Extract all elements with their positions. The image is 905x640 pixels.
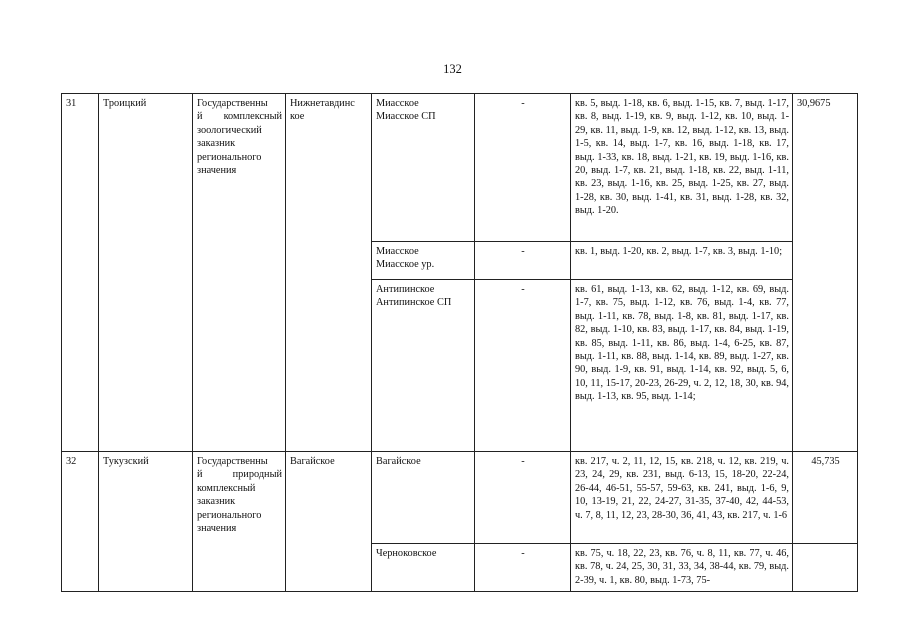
dash-cell: - — [475, 280, 571, 452]
quarters-cell: кв. 61, выд. 1-13, кв. 62, выд. 1-12, кв. 69, выд. 1-7, кв. 75, выд. 1-12, кв. 76, выд. 1-4, кв. 77, выд. 1-11, кв. 78, выд. 1-8, кв. 81, выд. 1-17, кв. 82, выд. 1-10, кв. 83, выд. 1-17, кв. 84, выд. 1-19, кв. 85, выд. 1-11, кв. 86, выд. 1-4, 6-25, кв. 87, выд. 1-11, кв. 88, выд. 1-14, кв. 89, выд. 1-27, кв. 90, выд. 1-9, кв. 91, выд. 1-14, кв. 92, выд. 5, 6, 10, 11, 15-17, 20-23, 26-29, ч. 2, 12, 18, 30, кв. 94, выд. 1-13, кв. 95, выд. 1-14; — [571, 280, 793, 452]
forestry-cell: Миасское Миасское СП — [372, 94, 475, 242]
settlement-cell: Вагайское — [286, 452, 372, 592]
area-cell: 30,9675 — [793, 94, 858, 452]
district-cell: Тукузский — [99, 452, 193, 592]
dash-cell: - — [475, 94, 571, 242]
reserve-name-cell: Государственны й комплексный зоологический заказник регионального значения — [193, 94, 286, 452]
page-number: 132 — [443, 62, 462, 76]
forestry-cell: Антипинское Антипинское СП — [372, 280, 475, 452]
row-number: 31 — [62, 94, 99, 452]
district-cell: Троицкий — [99, 94, 193, 452]
row-number: 32 — [62, 452, 99, 592]
table-row — [62, 94, 858, 242]
dash-cell: - — [475, 242, 571, 280]
table-row — [62, 452, 858, 544]
dash-cell: - — [475, 544, 571, 592]
reserve-name-cell: Государственны й природный комплексный заказник регионального значения — [193, 452, 286, 592]
area-cell: 45,735 — [793, 452, 858, 544]
forestry-cell: Вагайское — [372, 452, 475, 544]
quarters-cell: кв. 1, выд. 1-20, кв. 2, выд. 1-7, кв. 3, выд. 1-10; — [571, 242, 793, 280]
forestry-cell: Черноковское — [372, 544, 475, 592]
area-cell-empty — [793, 544, 858, 592]
quarters-cell: кв. 75, ч. 18, 22, 23, кв. 76, ч. 8, 11, кв. 77, ч. 46, кв. 78, ч. 24, 25, 30, 31, 33, 34, 38-44, кв. 79, выд. 2-39, ч. 1, кв. 80, выд. 1-73, 75- — [571, 544, 793, 592]
forestry-cell: Миасское Миасское ур. — [372, 242, 475, 280]
dash-cell: - — [475, 452, 571, 544]
forestry-table — [61, 93, 858, 592]
quarters-cell: кв. 5, выд. 1-18, кв. 6, выд. 1-15, кв. 7, выд. 1-17, кв. 8, выд. 1-19, кв. 9, выд. 1-12, кв. 10, выд. 1-29, кв. 11, выд. 1-9, кв. 12, выд. 1-12, кв. 13, выд. 1-5, кв. 14, выд. 1-7, кв. 16, выд. 1-18, кв. 17, выд. 1-33, кв. 18, выд. 1-21, кв. 19, выд. 1-16, кв. 20, выд. 1-7, кв. 21, выд. 1-18, кв. 22, выд. 1-11, кв. 23, выд. 1-16, кв. 25, выд. 1-25, кв. 27, выд. 1-28, кв. 30, выд. 1-41, кв. 31, выд. 1-28, кв. 32, выд. 1-20. — [571, 94, 793, 242]
quarters-cell: кв. 217, ч. 2, 11, 12, 15, кв. 218, ч. 12, кв. 219, ч. 23, 24, 29, кв. 231, выд. 6-13, 15, 18-20, 22-24, 26-44, 46-51, 55-57, 59-63, кв. 241, выд. 1-6, 9, 10, 13-19, 21, 22, 24-27, 31-35, 37-40, 42, 44-53, ч. 7, 8, 11, 12, 23, 28-30, 36, 41, 43, кв. 217, ч. 1-6 — [571, 452, 793, 544]
settlement-cell: Нижнетавдинс кое — [286, 94, 372, 452]
